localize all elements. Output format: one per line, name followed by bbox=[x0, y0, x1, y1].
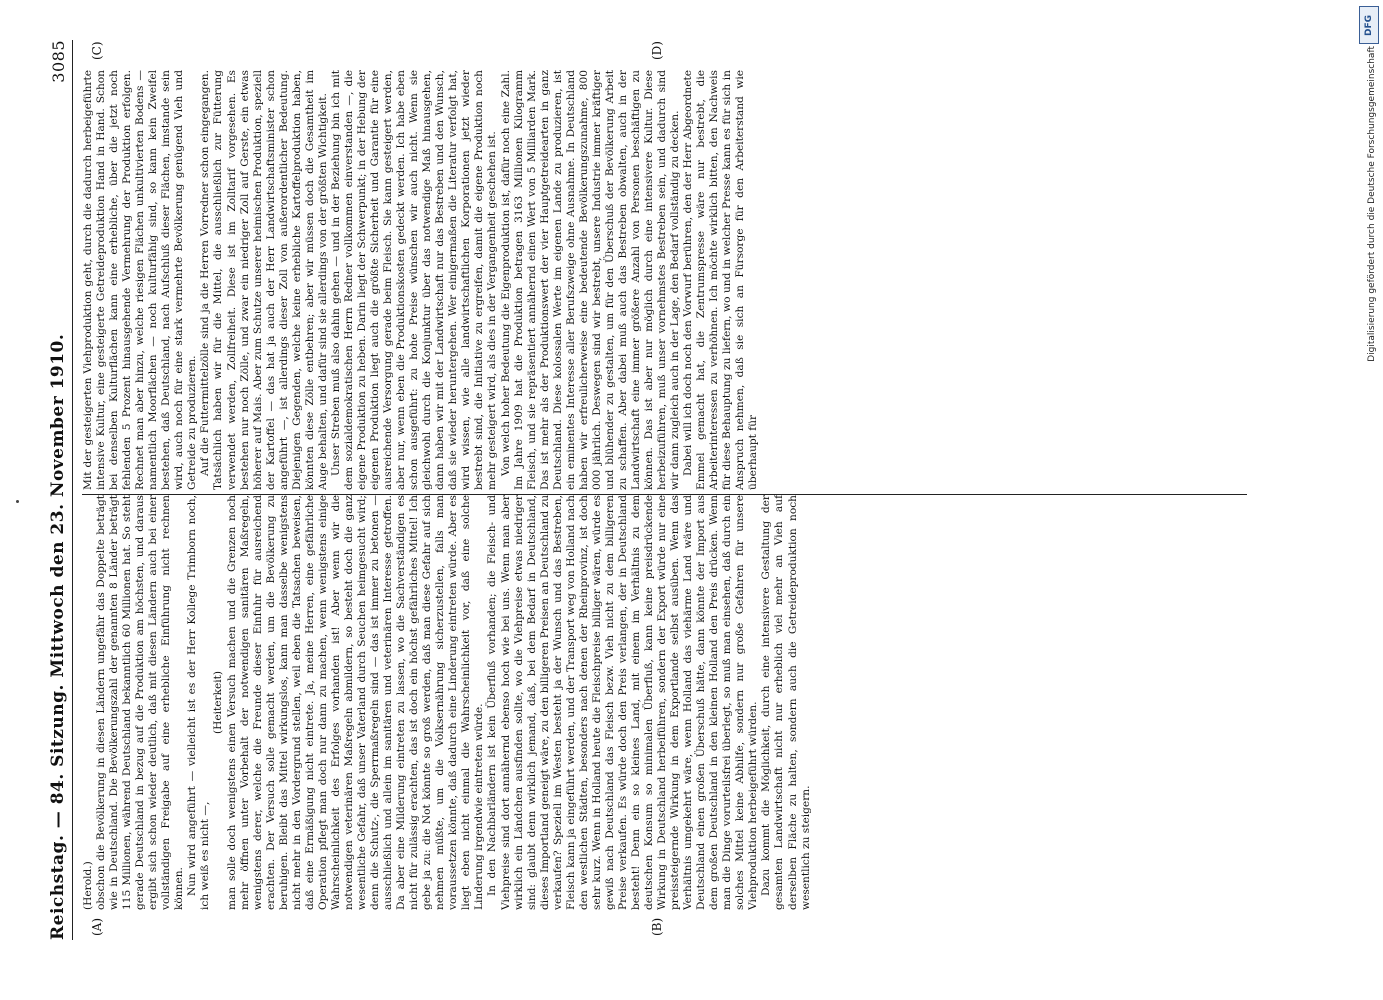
paragraph: Nun wird angeführt — vielleicht ist es der Herr Kollege Trimborn noch, ich weiß es nicht —, bbox=[186, 495, 212, 910]
text-column-right bbox=[82, 70, 1247, 490]
dfg-logo: DFG bbox=[1359, 6, 1379, 44]
paragraph: man solle doch wenigstens einen Versuch machen und die Grenzen noch mehr öffnen unter Vorbehalt der notwendigen sanitären Maßregeln, wenigstens derer, welche die Freunde dieser Einfuhr für ausreichend erachten. Der Versuch solle gemacht werden, um die Bevölkerung zu beruhigen. Bleibt das Mittel wirkungslos, kann man dasselbe wenigstens nicht mehr in den Vordergrund stellen, weil eben die Tatsachen beweisen, daß eine Ermäßigung nicht eintrete. Ja, meine Herren, eine gefährliche Operation pflegt man doch nur dann zu machen, wenn wenigstens einige Wahrscheinlichkeit des Erfolges vorhanden ist! Aber wenn wir die notwendigen veterinären Maßregeln abmildern, so besteht doch die ganz wesentliche Gefahr, daß unser Vaterland durch Seuchen heimgesucht wird; denn die Schutz-, die Sperrmaßregeln sind — das ist immer zu betonen — ausschließlich und allein im sanitären und veterinären Interesse getroffen. Da aber eine Milderung eintreten zu lassen, wo die Sachverständigen es nicht für zulässig erachten, das ist doch ein höchst gefährliches Mittel! Ich gebe ja zu: die Not könnte so groß werden, daß man diese Gefahr auf sich nehmen müßte, um die Volksernährung sicherzustellen, falls man voraussetzen könnte, daß dadurch eine Linderung eintreten würde. Aber es liegt eben nicht einmal die Wahrscheinlichkeit vor, daß eine solche Linderung irgendwie eintreten würde. bbox=[225, 495, 486, 910]
speaker-label: (Herold.) bbox=[82, 861, 94, 910]
header-rule bbox=[72, 40, 73, 940]
paragraph: In den Nachbarländern ist kein Überfluß vorhanden; die Fleisch- und Viehpreise sind dort annähernd ebenso hoch wie bei uns. Wenn man aber wirklich ein Ländchen ausfinden sollte, wo die Viehpreise etwas niedriger sind: glaubt denn wirklich jemand, daß, bei dem Bedarf in Deutschland, dieses Importland geneigt wäre, zu den billigeren Preisen an Deutschland zu verkaufen? Speziell im Westen besteht ja der Wunsch und das Bestreben, Fleisch kann ja eingeführt werden, und der Transport weg von Holland nach den westlichen Städten, besonders nach denen der Rheinprovinz, ist doch sehr kurz. Wenn in Holland heute die Fleischpreise billiger wären, würde es gewiß nach Deutschland das Fleisch bezw. Vieh nicht zu dem billigeren Preise verkaufen. Es würde doch den Preis verlangen, der in Deutschland besteht! Denn ein so kleines Land, mit einem im Verhältnis zu dem deutschen Konsum so minimalen Überfluß, kann keine preisdrückende Wirkung in Deutschland herbeiführen, sondern der Export würde nur eine preissteigernde Wirkung in dem Exportlande selbst ausüben. Wenn das Verhältnis umgekehrt wäre, wenn Holland das viehärme Land wäre und Deutschland einen großen Überschuß hätte, dann könnte der Import aus dem großen Deutschland in den kleinen Holland den Preis drücken. Wenn man die Dinge vorurteilsfrei überlegt, so muß man einsehen, daß durch ein solches Mittel keine Abhilfe, sondern nur große Gefahren für unsere Viehproduktion herbeigeführt würden. bbox=[486, 495, 760, 910]
scan-dot bbox=[16, 500, 19, 503]
text-column-left bbox=[82, 495, 1247, 910]
header-title: Reichstag. — 84. Sitzung. Mittwoch den 23. November 1910. bbox=[48, 333, 68, 940]
interjection: (Heiterkeit) bbox=[212, 670, 225, 735]
margin-marker-a: (A) bbox=[90, 917, 104, 936]
paragraph: Von welch hoher Bedeutung die Eigenproduktion ist, dafür noch eine Zahl. Im Jahre 1909 hat die Produktion betragen 3163 Millionen Kilogramm Fleisch, und sie repräsentiert annähernd einen Wert von 5 Milliarden Mark. Das ist mehr als der Produktionswert der vier Hauptgetreidearten in ganz Deutschland. Diese kolossalen Werte im eigenen Lande zu produzieren, ist ein eminentes Interesse aller Berufszweige ohne Ausnahme. In Deutschland haben wir erfreulicherweise eine bedeutende Bevölkerungszunahme, 800 000 jährlich. Deswegen sind wir bestrebt, unsere Industrie immer kräftiger und blühender zu gestalten, um für den Überschuß der Bevölkerung Arbeit zu schaffen. Aber dabei muß auch das Bestreben obwalten, auch in der Landwirtschaft eine immer größere Anzahl von Personen beschäftigen zu können. Das ist aber nur möglich durch eine intensivere Kultur. Diese herbeizuführen, muß unser vornehmstes Bestreben sein, und dadurch sind wir dann zugleich auch in der Lage, den Bedarf vollständig zu decken. bbox=[499, 70, 682, 490]
paragraph: Dazu kommt die Möglichkeit, durch eine intensivere Gestaltung der gesamten Landwirtschaft nicht nur erheblich viel mehr an Vieh auf derselben Fläche zu halten, sondern auch die Getreideproduktion noch wesentlich zu steigern. bbox=[760, 495, 812, 910]
page-header bbox=[34, 40, 68, 940]
margin-marker-b: (B) bbox=[650, 917, 664, 936]
digitization-note: Digitalisierung gefördert durch die Deutsche Forschungsgemeinschaft bbox=[1367, 46, 1377, 362]
column-divider bbox=[82, 494, 1247, 495]
paragraph: Auf die Futtermittelzölle sind ja die Herren Vorredner schon eingegangen. Tatsächlich haben wir für die Mittel, die ausschließlich zur Fütterung verwendet werden, Zollfreiheit. Diese ist im Zolltarif vorgesehen. Es bestehen nur noch Zölle, und zwar ein niedriger Zoll auf Gerste, ein etwas höherer auf Mais. Aber zum Schutze unserer heimischen Produktion, speziell der Kartoffel — das hat ja auch der Herr Landwirtschaftsminister schon angeführt —, ist allerdings dieser Zoll von außerordentlicher Bedeutung. Diejenigen Gegenden, welche keine erhebliche Kartoffelproduktion haben, könnten diese Zölle entbehren; aber wir müssen doch die Gesamtheit im Auge behalten, und dafür sind sie allerdings von der größten Wichtigkeit. bbox=[199, 70, 329, 490]
page-number: 3085 bbox=[49, 40, 68, 83]
paragraph: obschon die Bevölkerung in diesen Ländern ungefähr das Doppelte beträgt wie in Deutschland. Die Bevölkerungszahl der genannten 8 Länder beträgt 115 Millionen, während Deutschland bekanntlich 60 Millionen hat. So steht gerade Deutschland in bezug auf die Produktion am höchsten, und daraus ergibt sich schon wieder deutlich, daß mit diesen Ländern auch bei einer vollständigen Freigabe auf eine erhebliche Einführung nicht rechnen können. bbox=[95, 495, 186, 910]
paragraph: Mit der gesteigerten Viehproduktion geht, durch die dadurch herbeigeführte intensive Kultur, eine gesteigerte Getreideproduktion Hand in Hand. Schon bei denselben Kulturflächen kann eine erhebliche, über die jetzt noch fehlenden 5 Prozent hinausgehende Vermehrung der Produktion erfolgen. Rechnet man aber hinzu, welche riesigen Flächen unkultivierten Bodens — namentlich Moorflächen — noch kulturfähig sind, so kann kein Zweifel bestehen, daß Deutschland, nach Aufschluß dieser Flächen, imstande sein wird, auch noch für eine stark vermehrte Bevölkerung genügend Vieh und Getreide zu produzieren. bbox=[82, 70, 199, 490]
margin-marker-c: (C) bbox=[90, 41, 104, 60]
paragraph: Dabei will ich doch noch den Vorwurf berühren, den der Herr Abgeordnete Emmel gemacht hat, die Zentrumspresse wäre nur bestrebt, die Arbeiterinteressen zu verhöhnen. Ich möchte wirklich bitten, den Nachweis für diese Behauptung zu liefern, wo und in welcher Presse kann es für sich in Anspruch nehmen, daß sie sich an Fürsorge für den Arbeiterstand wie überhaupt für bbox=[682, 70, 760, 490]
paragraph: Unser Streben muß also dahin gehen — und in der Beziehung bin ich mit dem sozialdemokratischen Herrn Redner vollkommen einverstanden —, die eigene Produktion zu heben. Darin liegt der Schwerpunkt; in der Hebung der eigenen Produktion liegt auch die größte Sicherheit und Garantie für eine ausreichende Versorgung gerade beim Fleisch. Sie kann gesteigert werden, aber nur, wenn eben die Produktionskosten gedeckt werden. Ich habe eben schon ausgeführt: zu hohe Preise wünschen wir auch nicht. Wenn sie gleichwohl durch die Konjunktur über das notwendige Maß hinausgehen, dann haben wir mit der Landwirtschaft nur das Bestreben und den Wunsch, daß sie wieder heruntergehen. Wer einigermaßen die Literatur verfolgt hat, wird wissen, wie alle landwirtschaftlichen Korporationen jetzt wieder bestrebt sind, die Initiative zu ergreifen, damit die eigene Produktion noch mehr gesteigert wird, als dies in der Vergangenheit geschehen ist. bbox=[329, 70, 499, 490]
margin-marker-d: (D) bbox=[650, 41, 664, 60]
